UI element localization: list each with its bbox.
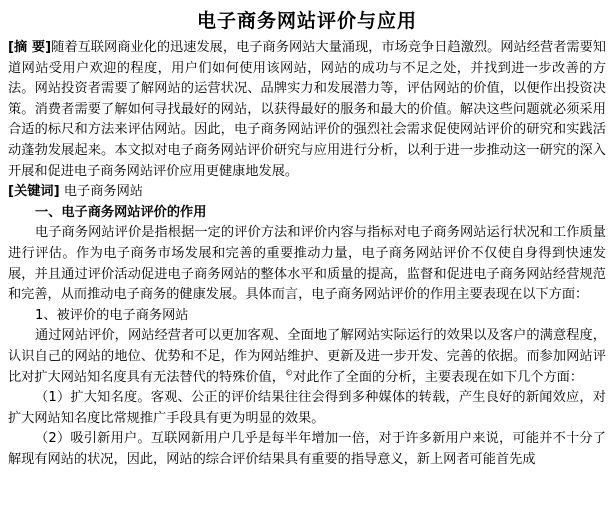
section-paragraph: 电子商务网站评价是指根据一定的评价方法和评价内容与指标对电子商务网站运行状况和工作质量进行评估。作为电子商务市场发展和完善的重要推动力量，电子商务网站评价不仅使自身得到快速发展，并且通过评价活动促进电子商务网站的整体水平和质量的提高，监督和促进电子商务网站经营规范和完善，从而推动电子商务的健康发展。具体而言，电子商务网站评价的作用主要表现在以下方面： — [8, 225, 606, 303]
subsection-text-before-note: 通过网站评价，网站经营者可以更加客观、全面地了解网站实际运行的效果以及客户的满意程度，认识自己的网站的地位、优势和不足，作为网站维护、更新及进一步开发、完善的依据。而参加网站评比对扩大网站知名度具有无法替代的特殊价值， — [8, 328, 606, 385]
keywords-text: 电子商务网站 — [63, 184, 143, 200]
keywords-line — [8, 182, 606, 203]
abstract-paragraph — [8, 38, 606, 182]
section-heading: 一、电子商务网站评价的作用 — [35, 204, 207, 220]
keywords-label: [关键词] — [8, 184, 60, 200]
document-title: 电子商务网站评价与应用 — [196, 10, 417, 32]
subsection-heading: 1、被评价的电子商务网站 — [35, 307, 189, 323]
subsection-paragraph — [8, 326, 606, 388]
subsection-text-after-note: 对此作了全面的分析，主要表现在如下几个方面： — [292, 369, 584, 385]
abstract-text: 随着互联网商业化的迅速发展，电子商务网站大量涌现，市场竞争日趋激烈。网站经营者需要知道网站受用户欢迎的程度，用户们如何使用该网站，网站的成功与不足之处，并找到进一步改善的方法。网站投资者需要了解网站的运营状况、品牌实力和发展潜力等，评估网站的价值，以便作出投资决策。消费者需要了解如何寻找最好的网站，以获得最好的服务和最大的价值。解决这些问题就必须采用合适的标尺和方法来评估网站。因此，电子商务网站评价的强烈社会需求促使网站评价的研究和实践活动蓬勃发展起来。本文拟对电子商务网站评价研究与应用进行分析，以利于进一步推动这一研究的深入开展和促进电子商务网站评价应用更健康地发展。 — [8, 40, 606, 179]
list-item: （1）扩大知名度。客观、公正的评价结果往往会得到多种媒体的转载，产生良好的新闻效应，对扩大网站知名度比常规推广手段具有更为明显的效果。 — [8, 390, 606, 426]
abstract-label: [摘 要] — [8, 40, 52, 55]
footnote-mark: © — [284, 368, 293, 378]
list-item: （2）吸引新用户。互联网新用户几乎是每半年增加一倍，对于许多新用户来说，可能并不十分了解现有网站的状况，因此，网站的综合评价结果具有重要的指导意义，新上网者可能首先成 — [8, 431, 606, 467]
